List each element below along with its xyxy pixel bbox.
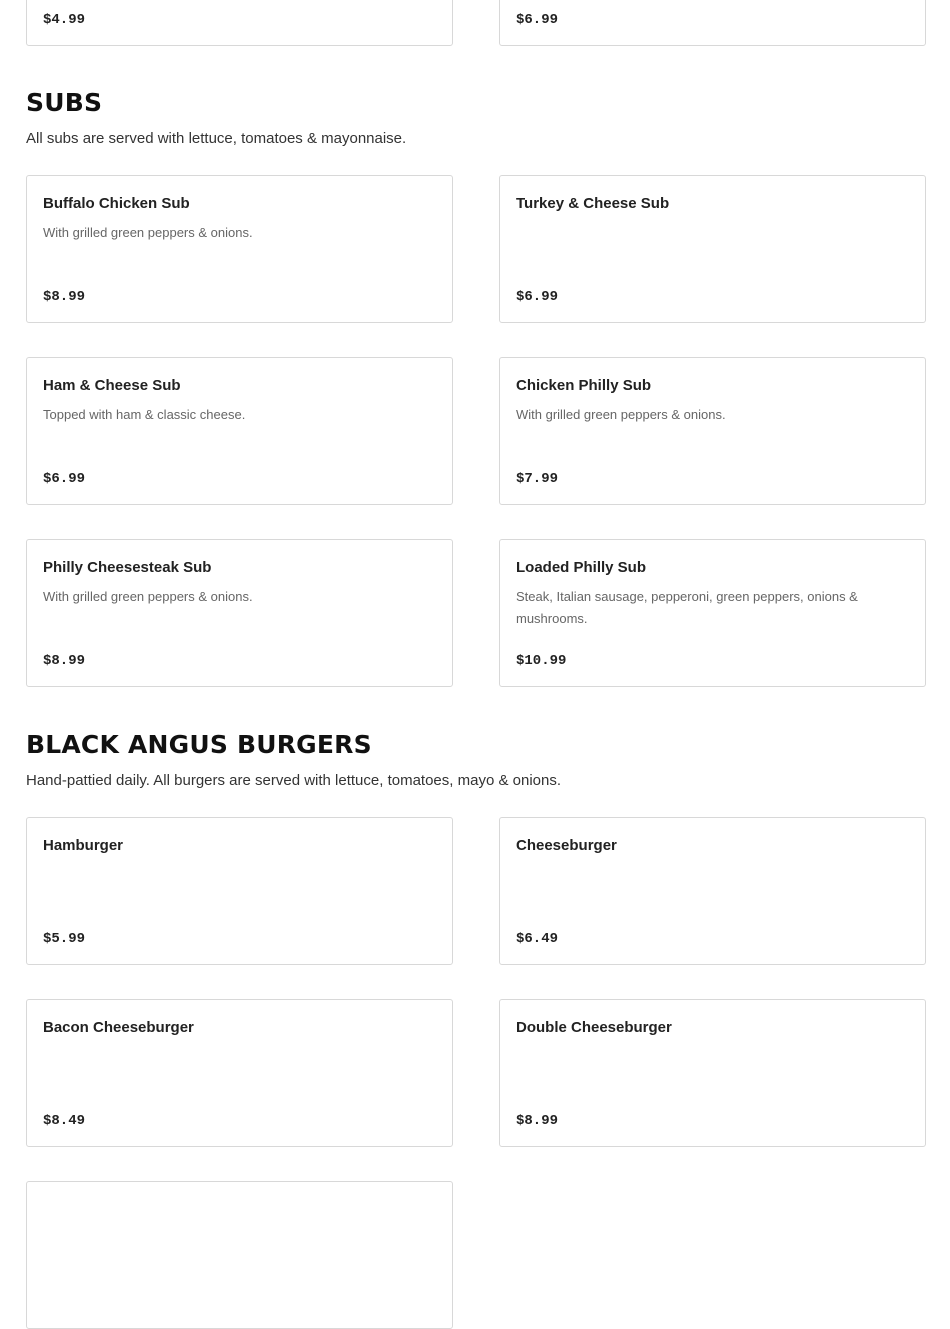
section-subtitle-subs: All subs are served with lettuce, tomatoes & mayonnaise. bbox=[26, 130, 407, 147]
section-title-burgers: BLACK ANGUS BURGERS bbox=[26, 730, 372, 759]
item-price: $6.99 bbox=[516, 12, 559, 28]
menu-item-card[interactable] bbox=[499, 817, 926, 965]
menu-item-card[interactable] bbox=[26, 999, 453, 1147]
item-description: With grilled green peppers & onions. bbox=[43, 225, 253, 240]
menu-item-card[interactable] bbox=[26, 539, 453, 687]
item-name: Cheeseburger bbox=[516, 837, 617, 854]
menu-item-card[interactable] bbox=[26, 1181, 453, 1329]
item-name: Ham & Cheese Sub bbox=[43, 377, 181, 394]
item-name: Loaded Philly Sub bbox=[516, 559, 647, 576]
menu-item-card[interactable] bbox=[499, 175, 926, 323]
menu-item-card[interactable] bbox=[26, 817, 453, 965]
menu-item-card[interactable] bbox=[26, 175, 453, 323]
section-subtitle-burgers: Hand-pattied daily. All burgers are served with lettuce, tomatoes, mayo & onions. bbox=[26, 772, 561, 789]
menu-item-card[interactable] bbox=[26, 357, 453, 505]
item-name: Bacon Cheeseburger bbox=[43, 1019, 194, 1036]
menu-item-card[interactable] bbox=[499, 999, 926, 1147]
item-description: With grilled green peppers & onions. bbox=[43, 589, 253, 604]
item-price: $8.49 bbox=[43, 1113, 86, 1129]
item-price: $4.99 bbox=[43, 12, 86, 28]
section-title-subs: SUBS bbox=[26, 88, 103, 117]
menu-item-card[interactable] bbox=[499, 357, 926, 505]
item-name: Buffalo Chicken Sub bbox=[43, 195, 190, 212]
item-price: $8.99 bbox=[43, 653, 86, 669]
item-description: Topped with ham & classic cheese. bbox=[43, 407, 246, 422]
item-price: $6.49 bbox=[516, 931, 559, 947]
item-price: $7.99 bbox=[516, 471, 559, 487]
item-name: Hamburger bbox=[43, 837, 124, 854]
item-description: With grilled green peppers & onions. bbox=[516, 407, 726, 422]
item-name: Double Cheeseburger bbox=[516, 1019, 672, 1036]
item-name: Turkey & Cheese Sub bbox=[516, 195, 670, 212]
menu-item-card[interactable] bbox=[499, 539, 926, 687]
item-name: Chicken Philly Sub bbox=[516, 377, 652, 394]
item-name: Philly Cheesesteak Sub bbox=[43, 559, 212, 576]
item-price: $8.99 bbox=[43, 289, 86, 305]
item-description: Steak, Italian sausage, pepperoni, green peppers, onions & mushrooms. bbox=[516, 589, 858, 626]
item-price: $8.99 bbox=[516, 1113, 559, 1129]
item-price: $6.99 bbox=[516, 289, 559, 305]
item-price: $10.99 bbox=[516, 653, 567, 669]
item-price: $5.99 bbox=[43, 931, 86, 947]
menu-item-card[interactable] bbox=[499, 0, 926, 46]
menu-item-card[interactable] bbox=[26, 0, 453, 46]
item-price: $6.99 bbox=[43, 471, 86, 487]
